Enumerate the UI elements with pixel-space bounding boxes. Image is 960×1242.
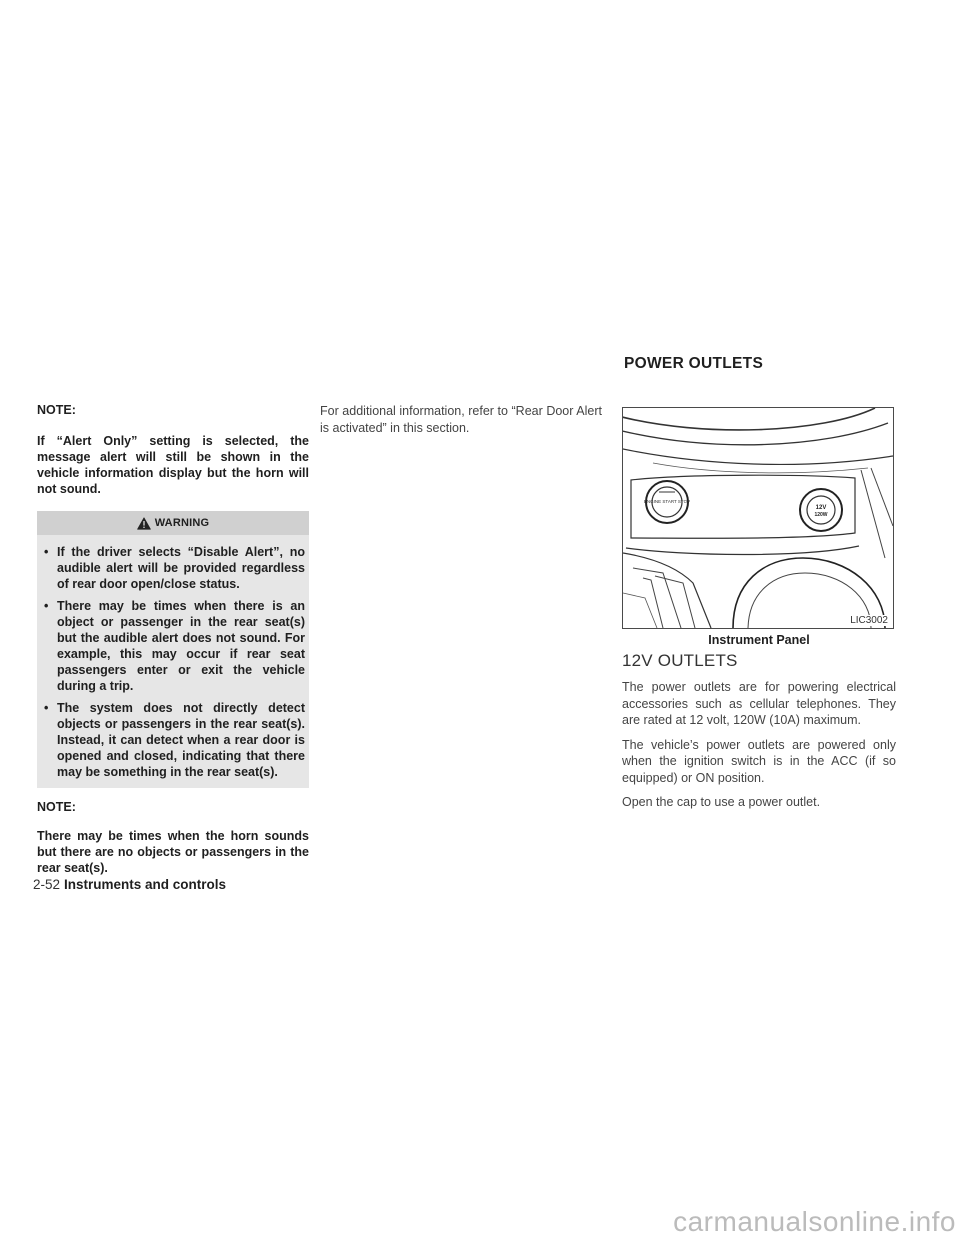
paragraph: Open the cap to use a power outlet. bbox=[622, 795, 821, 809]
left-column bbox=[37, 403, 309, 890]
instrument-panel-figure bbox=[622, 407, 894, 629]
page-footer bbox=[33, 877, 226, 892]
page-number: 2-52 bbox=[33, 877, 61, 892]
reference-text: For additional information, refer to “Rear Door Alert is activated” in this section. bbox=[320, 404, 602, 435]
warning-item-text: If the driver selects “Disable Alert”, no audible alert will be provided regardless of rear door open/close status. bbox=[57, 545, 305, 591]
warning-item bbox=[41, 544, 305, 592]
note-title: NOTE: bbox=[37, 403, 76, 417]
bullet: • bbox=[44, 545, 49, 559]
warning-list bbox=[37, 535, 309, 788]
figure-code: LIC3002 bbox=[850, 615, 888, 626]
warning-title: WARNING bbox=[154, 517, 210, 529]
start-button-label: ENGINE START STOP bbox=[643, 499, 691, 504]
note-title: NOTE: bbox=[37, 800, 76, 814]
section-title: POWER OUTLETS bbox=[624, 355, 764, 372]
right-column bbox=[622, 355, 896, 819]
warning-item-text: The system does not directly detect objects or passengers in the rear seat(s). Instead, it can detect when a rear door is opened and closed, indicating that there may be something in the rear seat(s). bbox=[57, 701, 305, 779]
warning-triangle-icon bbox=[137, 517, 151, 530]
watermark: carmanualsonline.info bbox=[673, 1206, 956, 1237]
instrument-panel-illustration bbox=[623, 408, 893, 628]
outlet-label-voltage: 12V bbox=[815, 505, 827, 511]
note-text: There may be times when the horn sounds but there are no objects or passengers in the rear seat(s). bbox=[37, 829, 309, 875]
footer-section-title: Instruments and controls bbox=[64, 877, 227, 892]
warning-item bbox=[41, 598, 305, 694]
note-text: If “Alert Only” setting is selected, the message alert will still be shown in the vehicle information display but the horn will not sound. bbox=[37, 434, 309, 496]
subheading: 12V OUTLETS bbox=[622, 651, 738, 670]
paragraph: The vehicle’s power outlets are powered only when the ignition switch is in the ACC (if so equipped) or ON position. bbox=[622, 737, 896, 785]
bullet: • bbox=[44, 599, 49, 613]
outlet-label-wattage: 120W bbox=[814, 512, 828, 518]
warning-item bbox=[41, 700, 305, 780]
warning-header bbox=[37, 511, 309, 535]
warning-item-text: There may be times when there is an object or passenger in the rear seat(s) but the audible alert does not sound. For example, this may occur if rear seat passengers enter or exit the vehicle during a trip. bbox=[57, 599, 305, 693]
warning-box bbox=[37, 511, 309, 788]
figure-caption: Instrument Panel bbox=[708, 633, 810, 647]
middle-column bbox=[320, 403, 602, 444]
bullet: • bbox=[44, 701, 49, 715]
paragraph: The power outlets are for powering electrical accessories such as cellular telephones. They are rated at 12 volt, 120W (10A) maximum. bbox=[622, 680, 896, 727]
